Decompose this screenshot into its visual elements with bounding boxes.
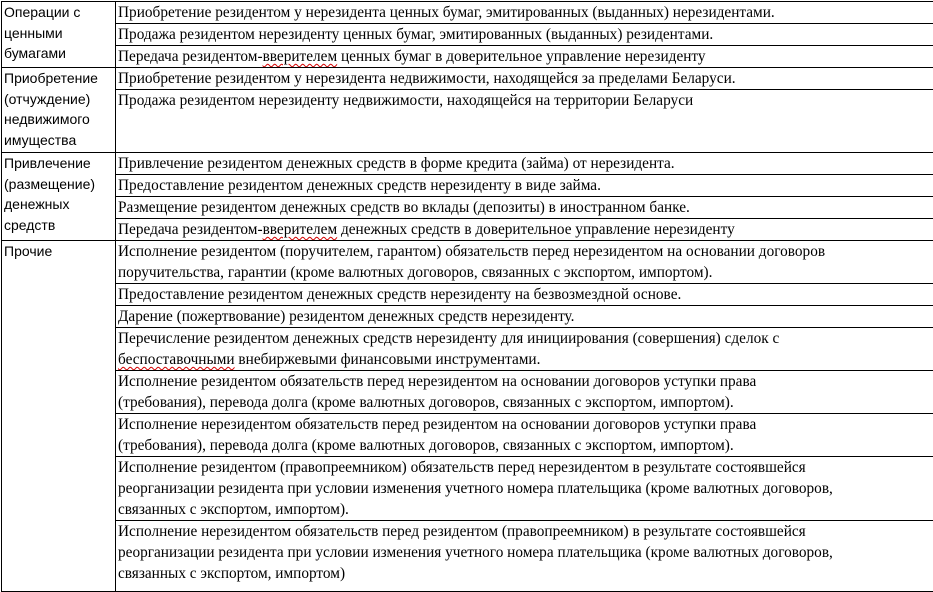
operation-description: Приобретение резидентом у нерезидента недвижимости, находящейся за пределами Беларуси. bbox=[116, 68, 933, 90]
category-cell-securities bbox=[2, 2, 116, 68]
operation-description: Исполнение нерезидентом обязательств перед резидентом (правопреемником) в результате состоявшейся реорганизации резидента при условии изменения учетного номера плательщика (кроме валютных договоров, связанных с экспортом, импортом) bbox=[116, 521, 933, 592]
category-cell-real-estate bbox=[2, 68, 116, 153]
operation-description: Размещение резидентом денежных средств во вклады (депозиты) в иностранном банке. bbox=[116, 197, 933, 219]
category-line: денежных bbox=[4, 196, 69, 212]
table-row bbox=[2, 521, 933, 592]
operation-description: Исполнение резидентом (поручителем, гарантом) обязательств перед нерезидентом на основании договоров поручительства, гарантии (кроме валютных договоров, связанных с экспортом, импортом). bbox=[116, 241, 933, 284]
operation-description: Дарение (пожертвование) резидентом денежных средств нерезиденту. bbox=[116, 306, 933, 328]
table-row bbox=[2, 457, 933, 521]
table-row bbox=[2, 24, 933, 46]
category-line: ценными bbox=[4, 25, 63, 41]
category-line: недвижимого bbox=[4, 111, 90, 127]
spellcheck-word: вверителем bbox=[263, 48, 338, 65]
operation-description: Приобретение резидентом у нерезидента ценных бумаг, эмитированных (выданных) нерезидентами. bbox=[116, 2, 933, 24]
category-line: Прочие bbox=[4, 243, 52, 259]
operation-description: Исполнение резидентом обязательств перед нерезидентом на основании договоров уступки права (требования), перевода долга (кроме валютных договоров, связанных с экспортом, импортом). bbox=[116, 371, 933, 414]
category-cell-other bbox=[2, 241, 116, 592]
table-row bbox=[2, 153, 933, 175]
table-row bbox=[2, 328, 933, 371]
table-row bbox=[2, 2, 933, 24]
operation-description: Продажа резидентом нерезиденту ценных бумаг, эмитированных (выданных) резидентами. bbox=[116, 24, 933, 46]
operation-description: Продажа резидентом нерезиденту недвижимости, находящейся на территории Беларуси bbox=[116, 90, 933, 153]
table-row bbox=[2, 371, 933, 414]
operation-description: Передача резидентом-вверителем ценных бумаг в доверительное управление нерезиденту bbox=[116, 46, 933, 68]
operation-description: Предоставление резидентом денежных средств нерезиденту в виде займа. bbox=[116, 175, 933, 197]
category-line: Операции с bbox=[4, 4, 80, 20]
table-row bbox=[2, 414, 933, 457]
category-line: средств bbox=[4, 217, 55, 233]
table-row bbox=[2, 306, 933, 328]
category-line: Привлечение bbox=[4, 155, 91, 171]
operation-description: Предоставление резидентом денежных средств нерезиденту на безвозмездной основе. bbox=[116, 284, 933, 306]
table-row bbox=[2, 68, 933, 90]
operation-description: Исполнение резидентом (правопреемником) обязательств перед нерезидентом в результате состоявшейся реорганизации резидента при условии изменения учетного номера плательщика (кроме валютных договоров, связанных с экспортом, импортом). bbox=[116, 457, 933, 521]
operations-table bbox=[1, 1, 933, 592]
operation-description: Передача резидентом-вверителем денежных средств в доверительное управление нерезиденту bbox=[116, 219, 933, 241]
table-row bbox=[2, 284, 933, 306]
operation-description: Исполнение нерезидентом обязательств перед резидентом на основании договоров уступки права (требования), перевода долга (кроме валютных договоров, связанных с экспортом, импортом). bbox=[116, 414, 933, 457]
table-row bbox=[2, 175, 933, 197]
table-row bbox=[2, 46, 933, 68]
category-cell-funds bbox=[2, 153, 116, 241]
category-line: (размещение) bbox=[4, 176, 95, 192]
spellcheck-word: вверителем bbox=[263, 221, 338, 238]
operation-description: Привлечение резидентом денежных средств в форме кредита (займа) от нерезидента. bbox=[116, 153, 933, 175]
category-line: (отчуждение) bbox=[4, 91, 90, 107]
operation-description: Перечисление резидентом денежных средств нерезиденту для инициирования (совершения) сделок с беспоставочными внебиржевыми финансовыми инструментами. bbox=[116, 328, 933, 371]
category-line: бумагами bbox=[4, 45, 66, 61]
category-line: Приобретение bbox=[4, 70, 98, 86]
table-row bbox=[2, 90, 933, 153]
table-row bbox=[2, 241, 933, 284]
table-row bbox=[2, 197, 933, 219]
table-row bbox=[2, 219, 933, 241]
spellcheck-word: беспоставочными bbox=[118, 351, 235, 368]
category-line: имущества bbox=[4, 132, 76, 148]
